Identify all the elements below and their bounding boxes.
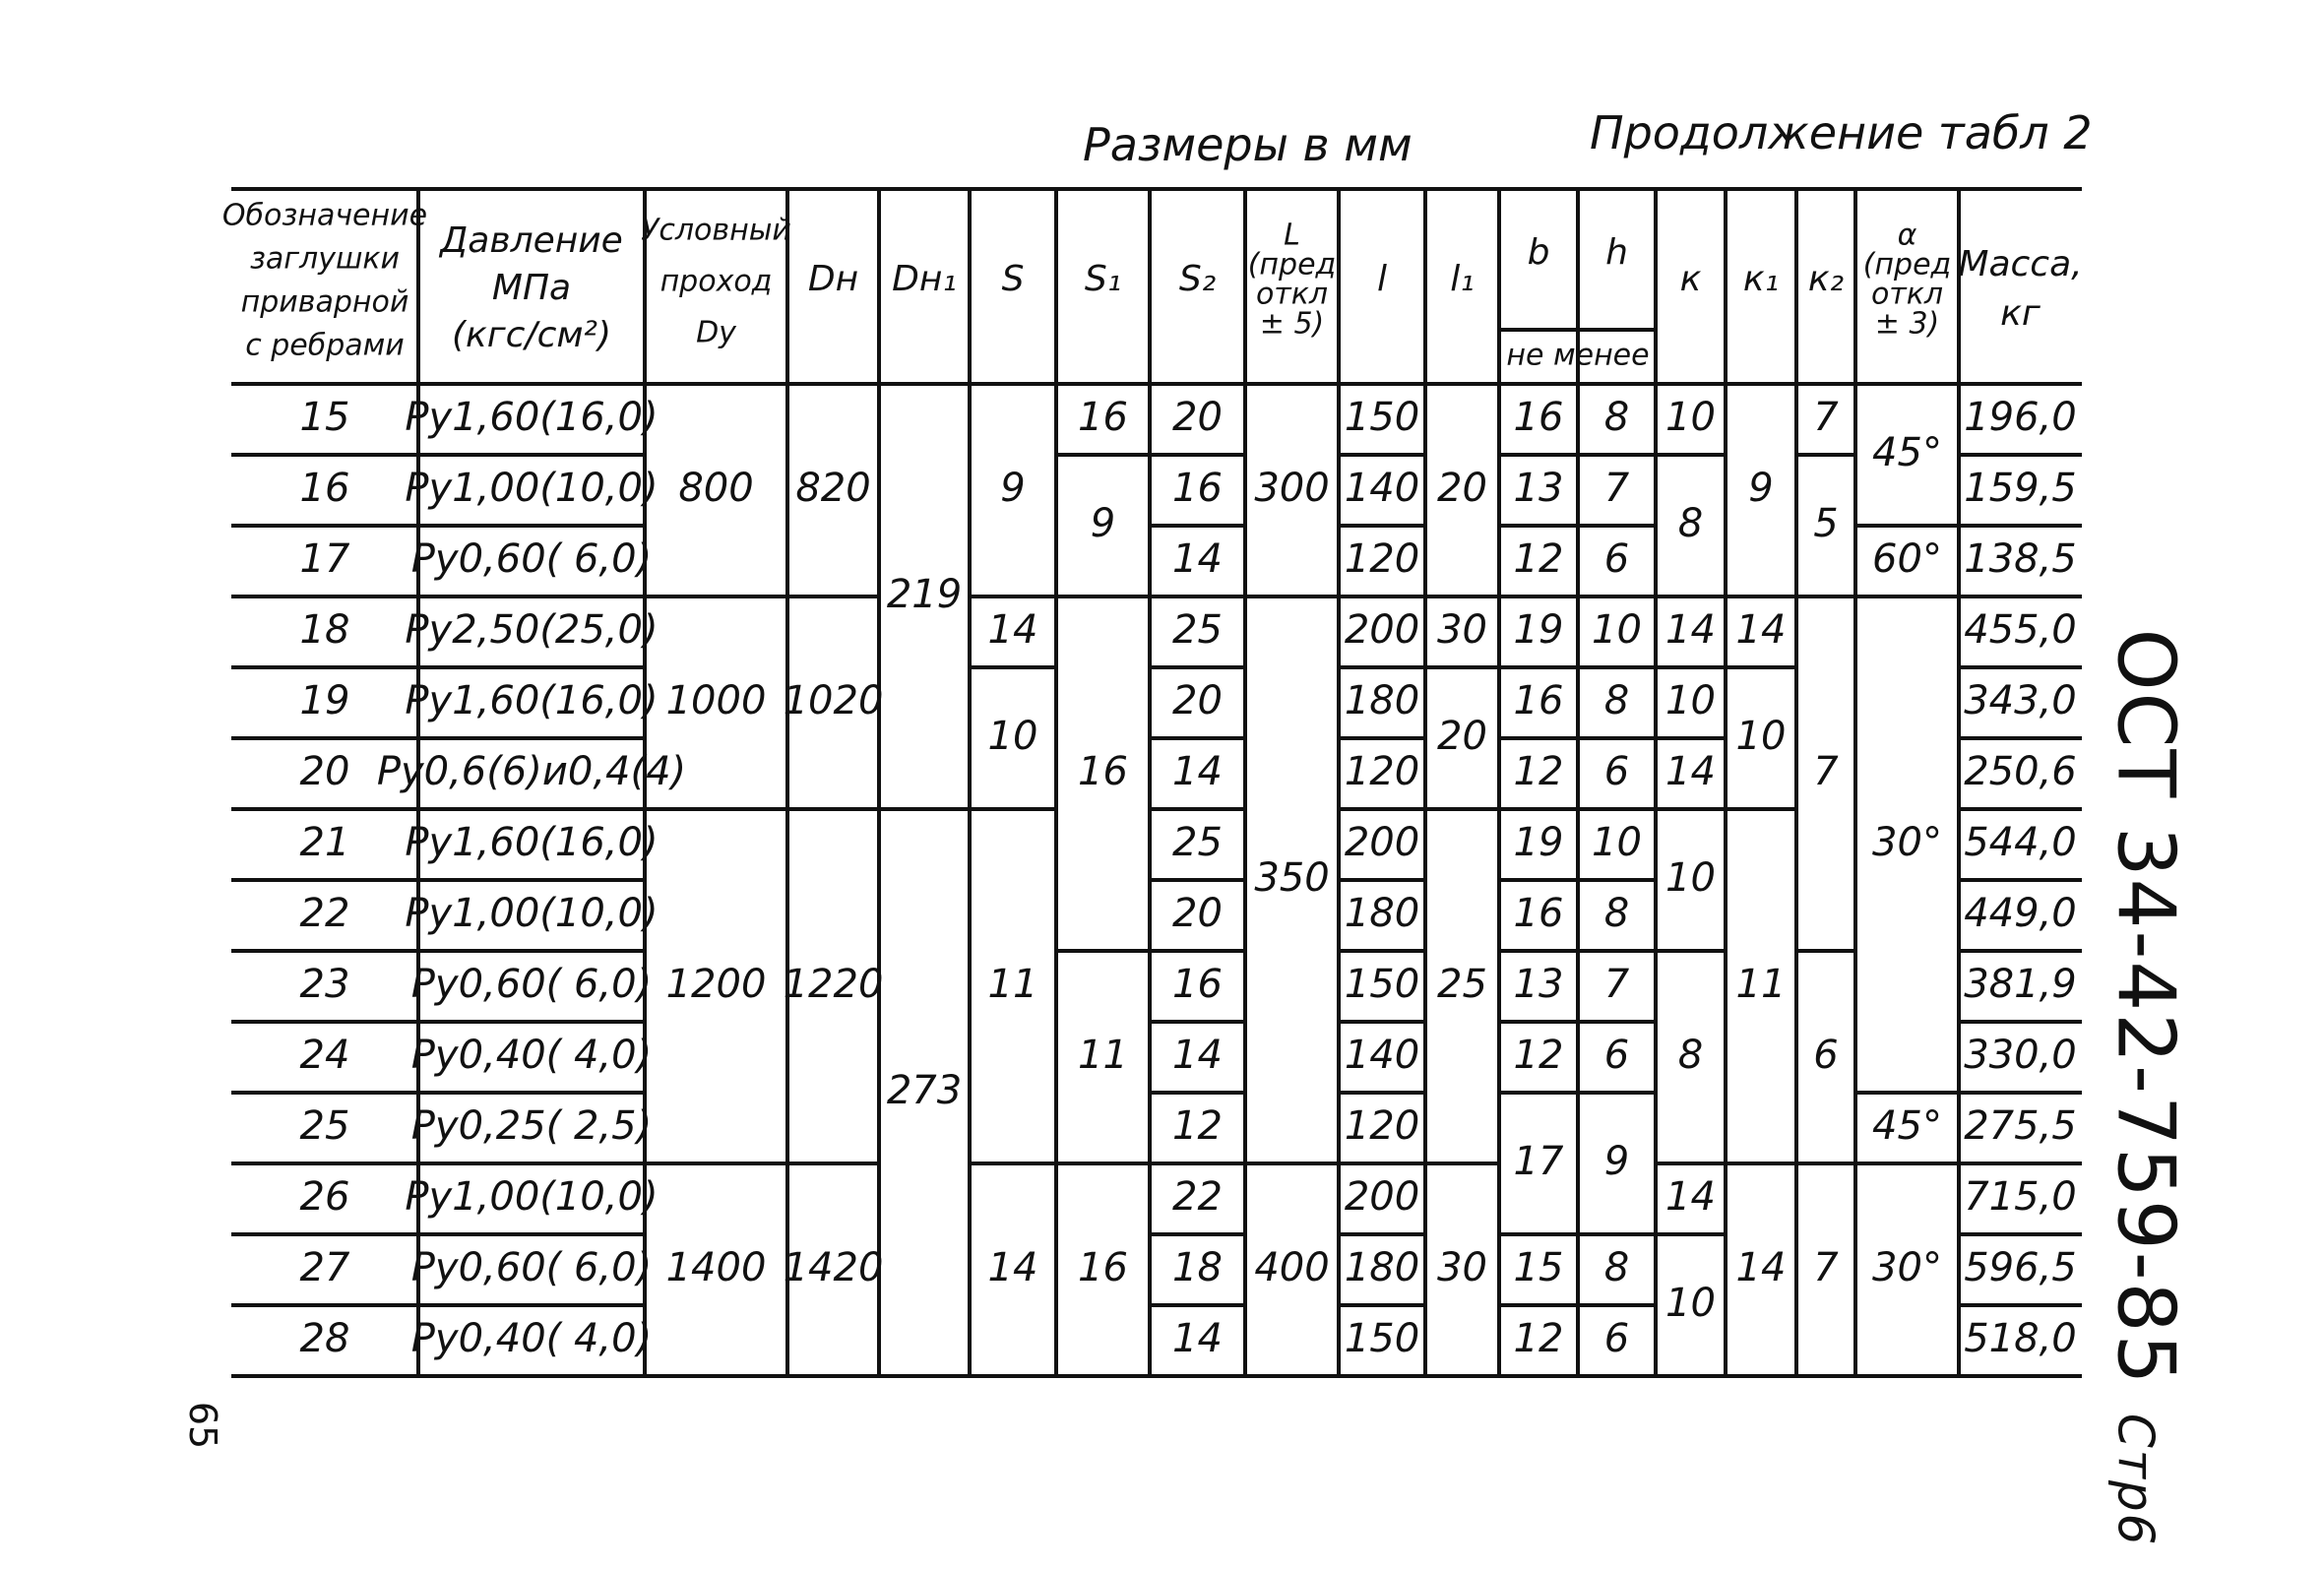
cell-l: 200 (1344, 820, 1420, 865)
header-designation: с ребрами (245, 328, 405, 363)
row-mass: 159,5 (1964, 466, 2077, 511)
row-mass: 596,5 (1964, 1245, 2077, 1290)
row-designation: 23 (299, 962, 350, 1007)
cell-l: 400 (1254, 1245, 1330, 1290)
cell-b: 16 (1513, 395, 1564, 440)
header-designation: приварной (240, 284, 409, 320)
cell-h: 8 (1603, 891, 1630, 936)
cell-s1: 9 (1090, 501, 1116, 546)
cell-l: 180 (1344, 678, 1420, 723)
cell-s2: 20 (1172, 891, 1223, 936)
cell-b: 12 (1513, 536, 1564, 582)
cell-dn: 1220 (783, 962, 884, 1007)
cell-b: 16 (1513, 678, 1564, 723)
cell-s2: 14 (1172, 749, 1223, 794)
cell-dn: 1420 (783, 1245, 884, 1290)
cell-l1: 30 (1437, 1245, 1487, 1290)
row-pressure: Ру1,00(10,0) (405, 466, 659, 511)
header-designation: заглушки (249, 241, 401, 277)
cell-s2: 14 (1172, 1316, 1223, 1361)
cell-s2: 22 (1172, 1174, 1223, 1220)
cell-s: 14 (987, 1245, 1038, 1290)
cell-dn1: 219 (886, 572, 963, 617)
cell-s2: 25 (1172, 607, 1223, 653)
header-alpha: откл (1870, 277, 1944, 312)
header-L: L (1284, 218, 1300, 253)
cell-l: 200 (1344, 1174, 1420, 1220)
cell-s2: 18 (1172, 1245, 1223, 1290)
row-mass: 449,0 (1964, 891, 2077, 936)
row-pressure: Ру1,60(16,0) (405, 820, 659, 865)
cell-dy: 1200 (665, 962, 767, 1007)
cell-s: 11 (987, 962, 1038, 1007)
header-pressure: Давление (440, 220, 623, 261)
cell-l1: 20 (1437, 466, 1487, 511)
header-k: к (1679, 259, 1702, 299)
cell-k: 10 (1665, 1281, 1716, 1326)
row-mass: 715,0 (1964, 1174, 2077, 1220)
row-designation: 24 (299, 1033, 350, 1078)
cell-l: 120 (1344, 536, 1420, 582)
cell-b: 12 (1513, 749, 1564, 794)
cell-s: 10 (987, 714, 1038, 759)
cell-l: 150 (1344, 962, 1420, 1007)
sheet-number: Стр6 (2106, 1413, 2165, 1547)
page-number (183, 1396, 222, 1455)
cell-b: 12 (1513, 1033, 1564, 1078)
header-s: S (1001, 259, 1025, 299)
cell-h: 6 (1603, 749, 1630, 794)
cell-l1: 25 (1437, 962, 1487, 1007)
cell-b: 13 (1513, 962, 1564, 1007)
cell-dy: 800 (678, 466, 754, 511)
cell-alpha: 30° (1872, 820, 1942, 865)
cell-k2: 7 (1813, 749, 1839, 794)
header-nominal_bore: Dу (696, 315, 736, 350)
row-designation: 28 (299, 1316, 350, 1361)
units-caption: Размеры в мм (1083, 118, 1413, 171)
cell-dn: 1020 (783, 678, 884, 723)
cell-h: 9 (1603, 1139, 1630, 1184)
cell-s1: 16 (1078, 395, 1128, 440)
cell-l: 140 (1344, 466, 1420, 511)
row-mass: 250,6 (1964, 749, 2077, 794)
cell-b: 13 (1513, 466, 1564, 511)
cell-k2: 7 (1813, 395, 1839, 440)
cell-alpha: 45° (1872, 430, 1942, 475)
header-L: откл (1255, 277, 1329, 312)
row-pressure: Ру0,60( 6,0) (410, 962, 653, 1007)
cell-dy: 1000 (665, 678, 767, 723)
row-mass: 330,0 (1964, 1033, 2077, 1078)
cell-s2: 12 (1172, 1103, 1223, 1149)
cell-l: 180 (1344, 1245, 1420, 1290)
header-L: ± 5) (1259, 306, 1325, 342)
header-l1: l₁ (1450, 259, 1475, 299)
document-code-text: ОСТ 34-42-759-85 (2100, 628, 2192, 1387)
header-mass: Масса, (1958, 244, 2083, 284)
cell-k2: 5 (1813, 501, 1839, 546)
cell-b: 17 (1513, 1139, 1564, 1184)
cell-dy: 1400 (665, 1245, 767, 1290)
cell-h: 10 (1592, 820, 1642, 865)
cell-k: 14 (1665, 749, 1716, 794)
row-pressure: Ру1,00(10,0) (405, 1174, 659, 1220)
cell-s2: 20 (1172, 678, 1223, 723)
row-designation: 15 (299, 395, 350, 440)
cell-s1: 16 (1078, 749, 1128, 794)
header-b: b (1527, 232, 1550, 273)
cell-k2: 6 (1813, 1033, 1839, 1078)
row-pressure: Ру0,40( 4,0) (410, 1033, 653, 1078)
row-designation: 18 (299, 607, 350, 653)
cell-s2: 20 (1172, 395, 1223, 440)
row-mass: 544,0 (1964, 820, 2077, 865)
cell-k2: 7 (1813, 1245, 1839, 1290)
cell-k1: 11 (1735, 962, 1787, 1007)
cell-l: 120 (1344, 1103, 1420, 1149)
cell-k: 8 (1677, 501, 1704, 546)
cell-s1: 11 (1078, 1033, 1128, 1078)
header-alpha: ± 3) (1874, 306, 1940, 342)
row-pressure: Ру1,00(10,0) (405, 891, 659, 936)
cell-s2: 14 (1172, 1033, 1223, 1078)
cell-h: 8 (1603, 678, 1630, 723)
cell-k1: 14 (1735, 607, 1787, 653)
cell-b: 15 (1513, 1245, 1564, 1290)
row-pressure: Ру0,60( 6,0) (410, 1245, 653, 1290)
row-designation: 26 (299, 1174, 350, 1220)
cell-k1: 9 (1748, 466, 1774, 511)
header-designation: Обозначение (221, 198, 428, 233)
header-s1: S₁ (1084, 259, 1122, 299)
header-mass: кг (2000, 293, 2041, 334)
row-mass: 518,0 (1964, 1316, 2077, 1361)
cell-l: 120 (1344, 749, 1420, 794)
cell-s2: 16 (1172, 466, 1223, 511)
cell-l: 180 (1344, 891, 1420, 936)
cell-k: 14 (1665, 1174, 1716, 1220)
row-designation: 20 (299, 749, 350, 794)
cell-s: 9 (1000, 466, 1026, 511)
cell-dn: 820 (795, 466, 871, 511)
header-bh-note: не менее (1506, 338, 1650, 373)
row-designation: 17 (299, 536, 350, 582)
cell-l1: 30 (1437, 607, 1487, 653)
cell-k: 10 (1665, 678, 1716, 723)
row-mass: 343,0 (1964, 678, 2077, 723)
row-designation: 16 (299, 466, 350, 511)
cell-h: 6 (1603, 536, 1630, 582)
cell-h: 8 (1603, 395, 1630, 440)
row-mass: 455,0 (1964, 607, 2077, 653)
cell-h: 6 (1603, 1033, 1630, 1078)
cell-alpha: 60° (1872, 536, 1942, 582)
cell-k: 10 (1665, 855, 1716, 901)
cell-alpha: 45° (1872, 1103, 1942, 1149)
cell-k: 14 (1665, 607, 1716, 653)
row-pressure: Ру0,25( 2,5) (410, 1103, 653, 1149)
cell-b: 19 (1513, 607, 1564, 653)
row-mass: 196,0 (1964, 395, 2077, 440)
header-alpha: α (1897, 218, 1917, 253)
cell-h: 7 (1603, 962, 1630, 1007)
cell-s: 14 (987, 607, 1038, 653)
header-s2: S₂ (1178, 259, 1217, 299)
row-designation: 21 (299, 820, 350, 865)
row-pressure: Ру0,40( 4,0) (410, 1316, 653, 1361)
cell-h: 6 (1603, 1316, 1630, 1361)
cell-k: 10 (1665, 395, 1716, 440)
row-mass: 381,9 (1964, 962, 2077, 1007)
row-designation: 27 (299, 1245, 350, 1290)
row-designation: 19 (299, 678, 350, 723)
cell-b: 16 (1513, 891, 1564, 936)
row-mass: 275,5 (1964, 1103, 2077, 1149)
row-mass: 138,5 (1964, 536, 2077, 582)
cell-l: 350 (1254, 855, 1330, 901)
row-pressure: Ру2,50(25,0) (405, 607, 659, 653)
header-pressure: (кгс/см²) (451, 315, 612, 355)
row-designation: 25 (299, 1103, 350, 1149)
header-nominal_bore: проход (660, 264, 773, 299)
cell-h: 10 (1592, 607, 1642, 653)
cell-h: 7 (1603, 466, 1630, 511)
cell-s2: 14 (1172, 536, 1223, 582)
header-alpha: (пред (1862, 247, 1952, 283)
cell-dn1: 273 (886, 1068, 963, 1113)
page-number-text: 65 (181, 1401, 224, 1450)
header-L: (пред (1247, 247, 1337, 283)
cell-b: 19 (1513, 820, 1564, 865)
cell-b: 12 (1513, 1316, 1564, 1361)
cell-l1: 20 (1437, 714, 1487, 759)
header-dn1: Dн₁ (892, 259, 957, 299)
cell-l: 200 (1344, 607, 1420, 653)
cell-s2: 25 (1172, 820, 1223, 865)
cell-s2: 16 (1172, 962, 1223, 1007)
cell-l: 300 (1254, 466, 1330, 511)
cell-k1: 14 (1735, 1245, 1787, 1290)
header-k2: к₂ (1807, 259, 1845, 299)
row-designation: 22 (299, 891, 350, 936)
cell-l: 150 (1344, 1316, 1420, 1361)
cell-s1: 16 (1078, 1245, 1128, 1290)
table-continuation-caption: Продолжение табл 2 (1590, 106, 2093, 159)
header-l: l (1376, 259, 1388, 299)
header-nominal_bore: Условный (641, 213, 791, 248)
row-pressure: Ру1,60(16,0) (405, 395, 659, 440)
row-pressure: Ру0,6(6)и0,4(4) (376, 749, 687, 794)
document-code (2087, 628, 2205, 1547)
header-k1: к₁ (1742, 259, 1780, 299)
cell-h: 8 (1603, 1245, 1630, 1290)
header-h: h (1605, 232, 1628, 273)
cell-k: 8 (1677, 1033, 1704, 1078)
row-pressure: Ру0,60( 6,0) (410, 536, 653, 582)
cell-alpha: 30° (1872, 1245, 1942, 1290)
row-pressure: Ру1,60(16,0) (405, 678, 659, 723)
header-dn: Dн (807, 259, 859, 299)
cell-l: 140 (1344, 1033, 1420, 1078)
cell-k1: 10 (1735, 714, 1787, 759)
header-pressure: МПа (491, 268, 572, 308)
cell-l: 150 (1344, 395, 1420, 440)
